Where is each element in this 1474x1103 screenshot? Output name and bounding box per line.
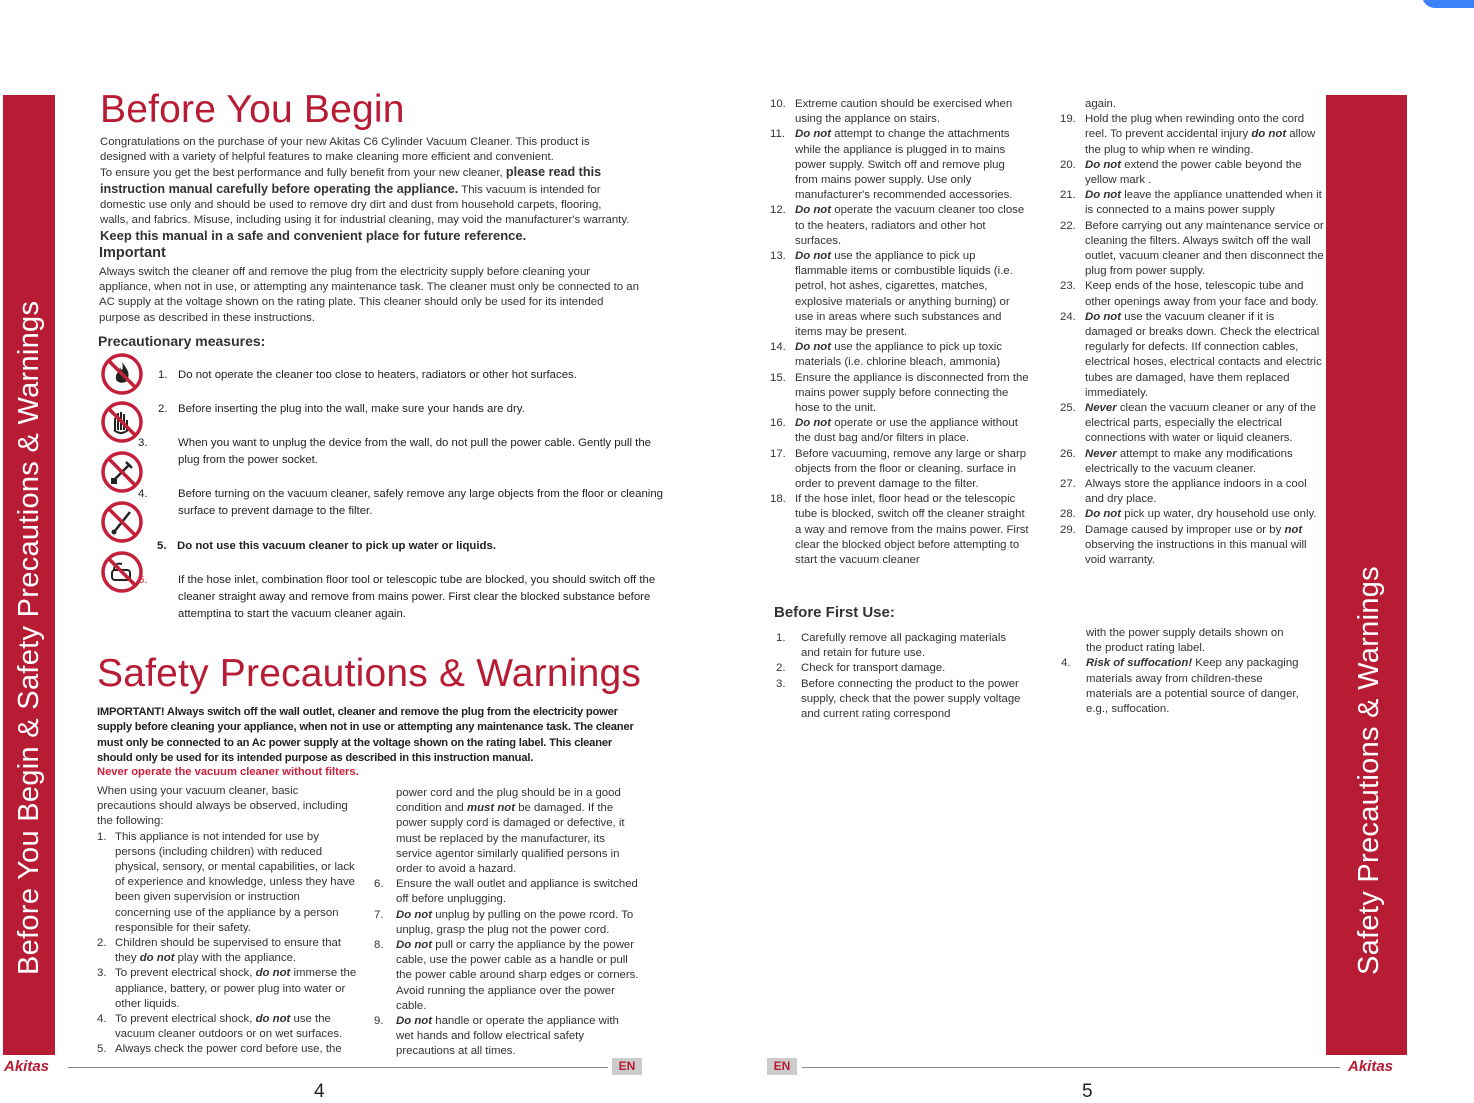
safety-title: Safety Precautions & Warnings <box>97 652 642 695</box>
intro-line: instruction manual carefully before operating the appliance. This vacuum is intended for <box>100 181 601 196</box>
safety-item: 18. If the hose inlet, floor head or the telescopic tube is blocked, switch off the cleaner straight a way and remove from the mains power. First clear the blocked object before attempting to start the vacuum cleaner <box>770 493 1029 567</box>
first-use-item: 2. Check for transport damage. <box>776 662 946 675</box>
before-first-use-heading: Before First Use: <box>774 604 895 621</box>
safety-item: 16. Do not operate or use the appliance without the dust bag and/or filters in place. <box>770 417 1018 445</box>
first-use-item: with the power supply details shown on the product rating label. <box>1086 627 1284 655</box>
precaution-item-1: 1. Do not operate the cleaner too close to heaters, radiators or other hot surfaces. <box>158 369 577 381</box>
safety-item: 25. Never clean the vacuum cleaner or any of the electrical parts, especially the electrical connections with water or liquid cleaners. <box>1060 402 1317 445</box>
precaution-item-4: 4. Before turning on the vacuum cleaner, safely remove any large objects from the floor or cleaning surface to prevent damage to the filter. <box>138 488 663 517</box>
right-col-2 <box>1060 97 1324 568</box>
corner-button[interactable] <box>1422 0 1474 8</box>
safety-item: 22. Before carrying out any maintenance service or cleaning the filters. Always switch off the wall outlet, vacuum cleaner and then disconnect the plug from power supply. <box>1060 219 1324 278</box>
first-use-col-1 <box>776 631 1026 722</box>
safety-col-1 <box>97 784 357 1058</box>
safety-item: 14. Do not use the appliance to pick up toxic materials (i.e. chlorine bleach, ammonia) <box>770 341 1003 369</box>
safety-item: 2. Children should be supervised to ensure that they do not play with the appliance. <box>97 937 342 965</box>
intro-line: domestic use only and should be used to remove dry dirt and dust from household carpets, flooring, <box>100 198 602 211</box>
safety-item: 12. Do not operate the vacuum cleaner too close to the heaters, radiators and other hot surfaces. <box>770 204 1025 247</box>
intro-paragraph <box>100 135 660 228</box>
safety-item: 26. Never attempt to make any modifications electrically to the vacuum cleaner. <box>1060 447 1293 475</box>
safety-item: 8. Do not pull or carry the appliance by the power cable, use the power cable as a handle or pull the power cable around sharp edges or corners. Avoid running the appliance over the power cable. <box>374 939 639 1012</box>
safety-item: 20. Do not extend the power cable beyond the yellow mark . <box>1060 158 1302 187</box>
precaution-item-2: 2. Before inserting the plug into the wall, make sure your hands are dry. <box>158 403 525 415</box>
left-side-label: Before You Begin & Safety Precautions & Warnings <box>13 300 45 975</box>
keep-manual-note: Keep this manual in a safe and convenient place for future reference. <box>100 228 527 243</box>
precaution-item-3: 3. When you want to unplug the device from the wall, do not pull the power cable. Gently pull the plug from the power socket. <box>138 437 651 466</box>
right-brand-logo: Akitas <box>1348 1058 1394 1075</box>
safety-item: power cord and the plug should be in a good condition and must not be damaged. If the power supply cord is damaged or defective, it must be replaced by the manufacturer, its service agentor similarly qualified persons in order to avoid a hazard. <box>396 787 625 876</box>
safety-item: 15. Ensure the appliance is disconnected from the mains power supply before connecting the hose to the unit. <box>770 371 1029 415</box>
precaution-heading: Precautionary measures: <box>98 333 266 349</box>
left-page-number: 4 <box>314 1081 325 1102</box>
first-use-item: 4. Risk of suffocation! Keep any packaging materials away from children-these materials are a potential source of danger, e.g., suffocation. <box>1061 657 1299 716</box>
right-footer-line <box>802 1067 1340 1068</box>
important-heading: Important <box>99 245 166 261</box>
safety-item: 23. Keep ends of the hose, telescopic tube and other openings away from your face and body. <box>1060 280 1319 308</box>
right-side-bar <box>1326 95 1407 1055</box>
safety-item: 3. To prevent electrical shock, do not immerse the appliance, battery, or power plug into water or other liquids. <box>97 967 357 1010</box>
first-use-item: 1. Carefully remove all packaging materials and retain for future use. <box>776 632 1007 660</box>
left-side-bar <box>3 95 55 1055</box>
safety-item: 24. Do not use the vacuum cleaner if it is damaged or breaks down. Check the electrical regularly for defects. IIf connection cables, electrical hoses, electrical contacts and electric tubes are damaged, have them replaced immediately. <box>1060 310 1322 399</box>
right-col-1 <box>770 97 1030 568</box>
precaution-item-5: 5. Do not use this vacuum cleaner to pick up water or liquids. <box>157 540 496 552</box>
safety-item: 28. Do not pick up water, dry household use only. <box>1060 508 1317 521</box>
first-use-item: 3. Before connecting the product to the power supply, check that the power supply voltage and current rating correspond <box>776 677 1021 721</box>
safety-item: 9. Do not handle or operate the appliance with wet hands and follow electrical safety precautions at all times. <box>374 1015 619 1058</box>
col1-intro: When using your vacuum cleaner, basic precautions should always be observed, including the following: <box>97 785 348 828</box>
safety-item: 6. Ensure the wall outlet and appliance is switched off before unplugging. <box>374 878 638 906</box>
left-footer-line <box>68 1067 608 1068</box>
safety-item: again. <box>1085 98 1117 110</box>
right-page-number: 5 <box>1082 1081 1093 1102</box>
safety-item: 19. Hold the plug when rewinding onto the cord reel. To prevent accidental injury do not allow the plug to whip when re winding. <box>1060 113 1316 156</box>
safety-item: 5. Always check the power cord before use, the <box>97 1043 342 1056</box>
no-heat-icon <box>100 352 144 396</box>
safety-item: 1. This appliance is not intended for use by persons (including children) with reduced physical, sensory, or mental capabilities, or lack of experience and knowledge, unless they have been given supervision or instruction concerning use of the appliance by a person responsible for their safety. <box>97 830 355 934</box>
safety-item: 13. Do not use the appliance to pick up flammable items or combustible liquids (i.e. petrol, hot ashes, cigarettes, matches, explosive materials or anything burning) or use in areas where such substances and items may be present. <box>770 250 1013 339</box>
safety-item: 7. Do not unplug by pulling on the powe rcord. To unplug, grasp the plug not the power cord. <box>374 908 634 936</box>
safety-important-notice: IMPORTANT! Always switch off the wall outlet, cleaner and remove the plug from the electricity power supply before cleaning your appliance, when not in use or attempting any maintenance task. The cleaner must only be connected to an Ac power supply at the voltage shown on the rating label. This cleaner should only be used for its intended purpose as described in this instruction manual. <box>97 706 634 764</box>
no-large-objects-icon <box>100 500 144 544</box>
precaution-item-6: 6. If the hose inlet, combination floor tool or telescopic tube are blocked, you should switch off the cleaner straight away and remove from mains power. First clear the blocked substance before attemptina to start the vacuum cleaner again. <box>138 574 656 620</box>
intro-line: walls, and fabrics. Misuse, including using it for industrial cleaning, may void the manufacturer's warranty. <box>100 214 630 227</box>
safety-item: 10. Extreme caution should be exercised when using the applance on stairs. <box>770 98 1013 126</box>
never-filters-warning: Never operate the vacuum cleaner without filters. <box>97 766 359 778</box>
left-lang-badge: EN <box>612 1058 642 1075</box>
safety-item: 21. Do not leave the appliance unattended when it is connected to a mains power supply <box>1060 189 1322 217</box>
right-lang-badge: EN <box>767 1058 797 1075</box>
safety-item: 27. Always store the appliance indoors in a cool and dry place. <box>1060 478 1307 506</box>
intro-line: Congratulations on the purchase of your new Akitas C6 Cylinder Vacuum Cleaner. This product is <box>100 136 590 148</box>
first-use-col-2 <box>1061 626 1301 717</box>
right-side-label: Safety Precautions & Warnings <box>1353 566 1385 975</box>
safety-item: 11. Do not attempt to change the attachments while the appliance is plugged in to mains power supply. Switch off and remove plug from mains power supply. Use only manufacturer's recommended accessories. <box>770 128 1013 202</box>
left-brand-logo: Akitas <box>4 1058 50 1075</box>
intro-line: To ensure you get the best performance and fully benefit from your new cleaner, please read this <box>100 165 602 180</box>
before-you-begin-title: Before You Begin <box>100 88 405 131</box>
intro-line: designed with a variety of helpful features to make cleaning more efficient and convenient. <box>100 151 554 164</box>
safety-col-2 <box>374 786 639 1060</box>
safety-item: 4. To prevent electrical shock, do not use the vacuum cleaner outdoors or on wet surfaces. <box>97 1013 343 1041</box>
important-text: Always switch the cleaner off and remove the plug from the electricity supply before cleaning your appliance, when not in use, or attempting any maintenance task. The cleaner must only be connected to an AC supply at the voltage shown on the rating plate. This cleaner should only be used for its intended purpose as described in these instructions. <box>99 266 639 324</box>
safety-item: 29. Damage caused by improper use or by not observing the instructions in this manual will void warranty. <box>1060 523 1307 567</box>
safety-item: 17. Before vacuuming, remove any large or sharp objects from the floor or cleaning. surface in order to prevent damage to the filter. <box>770 447 1027 491</box>
